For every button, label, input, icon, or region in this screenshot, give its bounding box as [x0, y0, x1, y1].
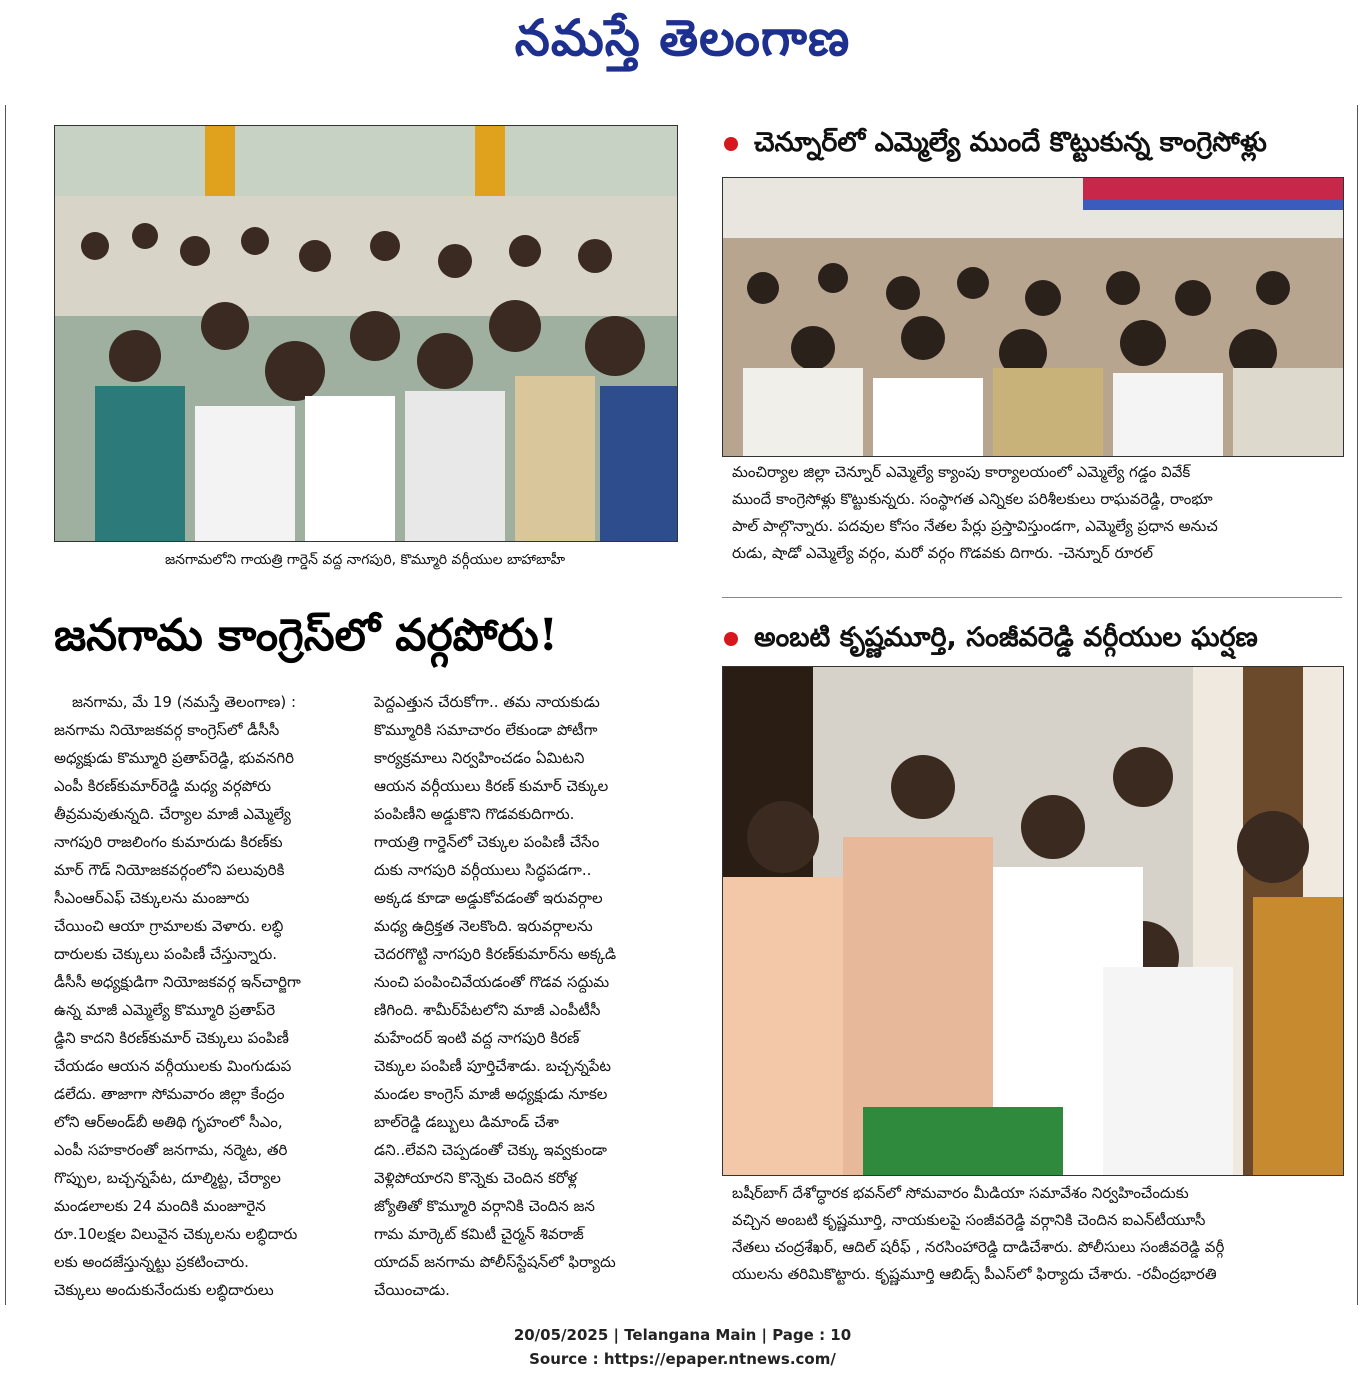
article-column-2: [374, 688, 674, 1304]
chennur-headline-text: చెన్నూర్‌లో ఎమ్మెల్యే ముందే కొట్టుకున్న కాంగ్రెసోళ్లు: [754, 127, 1267, 158]
article-headline: జనగామ కాంగ్రెస్‌లో వర్గపోరు!: [54, 610, 558, 661]
article-line: డలేదు. తాజాగా సోమవారం జిల్లా కేంద్రం: [54, 1085, 285, 1103]
article-line: మండల కాంగ్రెస్ మాజీ అధ్యక్షుడు నూకల: [374, 1085, 608, 1103]
article-line: జనగామ, మే 19 (నమస్తే తెలంగాణ) :: [72, 693, 297, 711]
article-line: బాల్‌రెడ్డి డబ్బులు డిమాండ్ చేశా: [374, 1113, 559, 1131]
footer-source-line: Source : https://epaper.ntnews.com/: [529, 1350, 836, 1368]
ambati-caption-line: వచ్చిన అంబటి కృష్ణమూర్తి, నాయకులపై సంజీవరెడ్డి వర్గానికి చెందిన ఐఎన్‌టీయూసీ: [732, 1211, 1206, 1229]
red-bullet-icon: [724, 137, 738, 151]
article-line: ఎంపీ సహకారంతో జనగామ, నర్మెట, తరి: [54, 1141, 288, 1159]
right-margin-rule: [1357, 105, 1358, 1305]
footer-date-line: 20/05/2025 | Telangana Main | Page : 10: [513, 1326, 852, 1344]
article-line: లకు అందజేస్తున్నట్టు ప్రకటించారు.: [54, 1253, 249, 1271]
article-line: మహేందర్ ఇంటి వద్ద నాగపురి కిరణ్: [374, 1029, 580, 1047]
article-line: చెదరగొట్టి నాగపురి కిరణ్‌కుమార్‌ను అక్కడి: [374, 945, 617, 963]
article-line: గామ మార్కెట్ కమిటీ చైర్మన్ శివరాజ్: [374, 1225, 584, 1243]
crowd-photo-illustration: [55, 126, 677, 541]
article-line: వెళ్లిపోయారని కొన్నెకు చెందిన కరోళ్ల: [374, 1169, 578, 1187]
article-line: గాయత్రి గార్డెన్‌లో చెక్కుల పంపిణీ చేసేం: [374, 833, 600, 851]
article-line: కొమ్మూరికి సమాచారం లేకుండా పోటీగా: [374, 721, 598, 739]
article-column-1: [54, 688, 354, 1304]
article-line: ఆయన వర్గీయులు కిరణ్ కుమార్ చెక్కుల: [374, 777, 609, 795]
article-line: కార్యక్రమాలు నిర్వహించడం ఏమిటని: [374, 749, 585, 767]
left-news-photo: [54, 125, 678, 542]
chennur-news-photo: [722, 177, 1344, 457]
article-line: నుంచి పంపించివేయడంతో గొడవ సద్దుమ: [374, 973, 610, 991]
ambati-caption-line: నేతలు చంద్రశేఖర్, ఆదిల్ షరీఫ్ , నరసింహారెడ్డి దాడిచేశారు. పోలీసులు సంజీవరెడ్డి వర్గీ: [732, 1238, 1225, 1256]
article-line: చెక్కుల పంపిణీ పూర్తిచేశాడు. బచ్చన్నపేట: [374, 1057, 612, 1075]
article-line: చెక్కులు అందుకునేందుకు లబ్ధిదారులు: [54, 1281, 274, 1299]
article-line: దారులకు చెక్కులు పంపిణీ చేస్తున్నారు.: [54, 945, 278, 963]
article-line: డీసీసీ అధ్యక్షుడిగా నియోజకవర్గ ఇన్‌చార్జిగా: [54, 973, 301, 991]
chennur-caption: [732, 459, 1332, 567]
chennur-caption-line: మంచిర్యాల జిల్లా చెన్నూర్ ఎమ్మెల్యే క్యాంపు కార్యాలయంలో ఎమ్మెల్యే గడ్డం వివేక్: [732, 463, 1191, 481]
article-line: అక్కడ కూడా అడ్డుకోవడంతో ఇరువర్గాల: [374, 889, 603, 907]
chennur-crowd-illustration: [723, 178, 1343, 456]
chennur-headline: [724, 127, 1267, 165]
chennur-caption-line: పాల్ పాల్గొన్నారు. పదవుల కోసం నేతల పేర్లు ప్రస్తావిస్తుండగా, ఎమ్మెల్యే ప్రధాన అనుచ: [732, 517, 1218, 535]
article-line: చేయించాడు.: [374, 1281, 450, 1299]
article-line: డ్డిని కాదని కిరణ్‌కుమార్ చెక్కులు పంపిణీ: [54, 1029, 289, 1047]
section-divider: [722, 597, 1342, 598]
ambati-headline-text: అంబటి కృష్ణమూర్తి, సంజీవరెడ్డి వర్గీయుల ఘర్షణ: [754, 622, 1258, 653]
ambati-caption: [732, 1180, 1332, 1288]
article-line: పెద్దఎత్తున చేరుకోగా.. తమ నాయకుడు: [374, 693, 600, 711]
article-line: దుకు నాగపురి వర్గీయులు సిద్ధపడగా..: [374, 861, 592, 879]
article-line: ఉన్న మాజీ ఎమ్మెల్యే కొమ్మూరి ప్రతాప్‌రె: [54, 1001, 276, 1019]
chennur-caption-line: రుడు, షాడో ఎమ్మెల్యే వర్గం, మరో వర్గం గొడవకు దిగారు. -చెన్నూర్ రూరల్: [732, 544, 1154, 562]
article-line: సీఎంఆర్‌ఎఫ్ చెక్కులను మంజూరు: [54, 889, 250, 907]
article-line: తీవ్రమవుతున్నది. చేర్యాల మాజీ ఎమ్మెల్యే: [54, 805, 291, 823]
article-line: జ్యోతితో కొమ్మూరి వర్గానికి చెందిన జన: [374, 1197, 595, 1215]
article-line: మధ్య ఉద్రిక్తత నెలకొంది. ఇరువర్గాలను: [374, 917, 593, 935]
article-line: చేయించి ఆయా గ్రామాలకు వెళారు. లబ్ధి: [54, 917, 284, 935]
ambati-headline: [724, 622, 1258, 660]
newspaper-title: నమస్తే తెలంగాణ: [514, 8, 851, 67]
article-line: జనగామ నియోజకవర్గ కాంగ్రెస్‌లో డీసీసీ: [54, 721, 280, 739]
article-line: అధ్యక్షుడు కొమ్మూరి ప్రతాప్‌రెడ్డి, భువనగిరి: [54, 749, 295, 767]
article-line: పంపిణీని అడ్డుకొని గొడవకుదిగారు.: [374, 805, 575, 823]
ambati-news-photo: [722, 666, 1344, 1176]
left-photo-caption: జనగామలోని గాయత్రి గార్డెన్ వద్ద నాగపురి, కొమ్మూరి వర్గీయుల బాహాబాహీ: [164, 552, 566, 568]
article-line: మార్ గౌడ్ నియోజకవర్గంలోని పలువురికి: [54, 861, 285, 879]
article-line: చేయడం ఆయన వర్గీయులకు మింగుడుప: [54, 1057, 292, 1075]
article-line: ణిగింది. శామీర్‌పేటలోని మాజీ ఎంపీటీసీ: [374, 1001, 601, 1019]
article-line: రూ.10లక్షల విలువైన చెక్కులను లబ్ధిదారు: [54, 1225, 298, 1243]
scuffle-photo-illustration: [723, 667, 1343, 1175]
ambati-caption-line: యులను తరిమికొట్టారు. కృష్ణమూర్తి ఆబిడ్స్ పీఎస్‌లో ఫిర్యాదు చేశారు. -రవీంద్రభారతి: [732, 1265, 1217, 1283]
article-line: డని..లేవని చెప్పడంతో చెక్కు ఇవ్వకుండా: [374, 1141, 607, 1159]
red-bullet-icon: [724, 632, 738, 646]
article-line: లోని ఆర్‌అండ్‌బీ అతిథి గృహంలో సీఎం,: [54, 1113, 283, 1131]
masthead: [0, 0, 1365, 82]
article-line: యాదవ్ జనగామ పోలీస్‌స్టేషన్‌లో ఫిర్యాదు: [374, 1253, 616, 1271]
article-line: నాగపురి రాజలింగం కుమారుడు కిరణ్‌కు: [54, 833, 283, 851]
article-line: మండలాలకు 24 మందికి మంజూరైన: [54, 1197, 266, 1215]
article-line: ఎంపీ కిరణ్‌కుమార్‌రెడ్డి మధ్య వర్గపోరు: [54, 777, 272, 795]
chennur-caption-line: ముందే కాంగ్రెసోళ్లు కొట్టుకున్నరు. సంస్థాగత ఎన్నికల పరిశీలకులు రాఘవరెడ్డి, రాంభూ: [732, 490, 1213, 508]
article-line: గొప్పుల, బచ్చన్నపేట, దూల్మిట్ట, చేర్యాల: [54, 1169, 281, 1187]
left-margin-rule: [5, 105, 6, 1305]
ambati-caption-line: బషీర్‌బాగ్ దేశోద్ధారక భవన్‌లో సోమవారం మీడియా సమావేశం నిర్వహించేందుకు: [732, 1184, 1189, 1202]
